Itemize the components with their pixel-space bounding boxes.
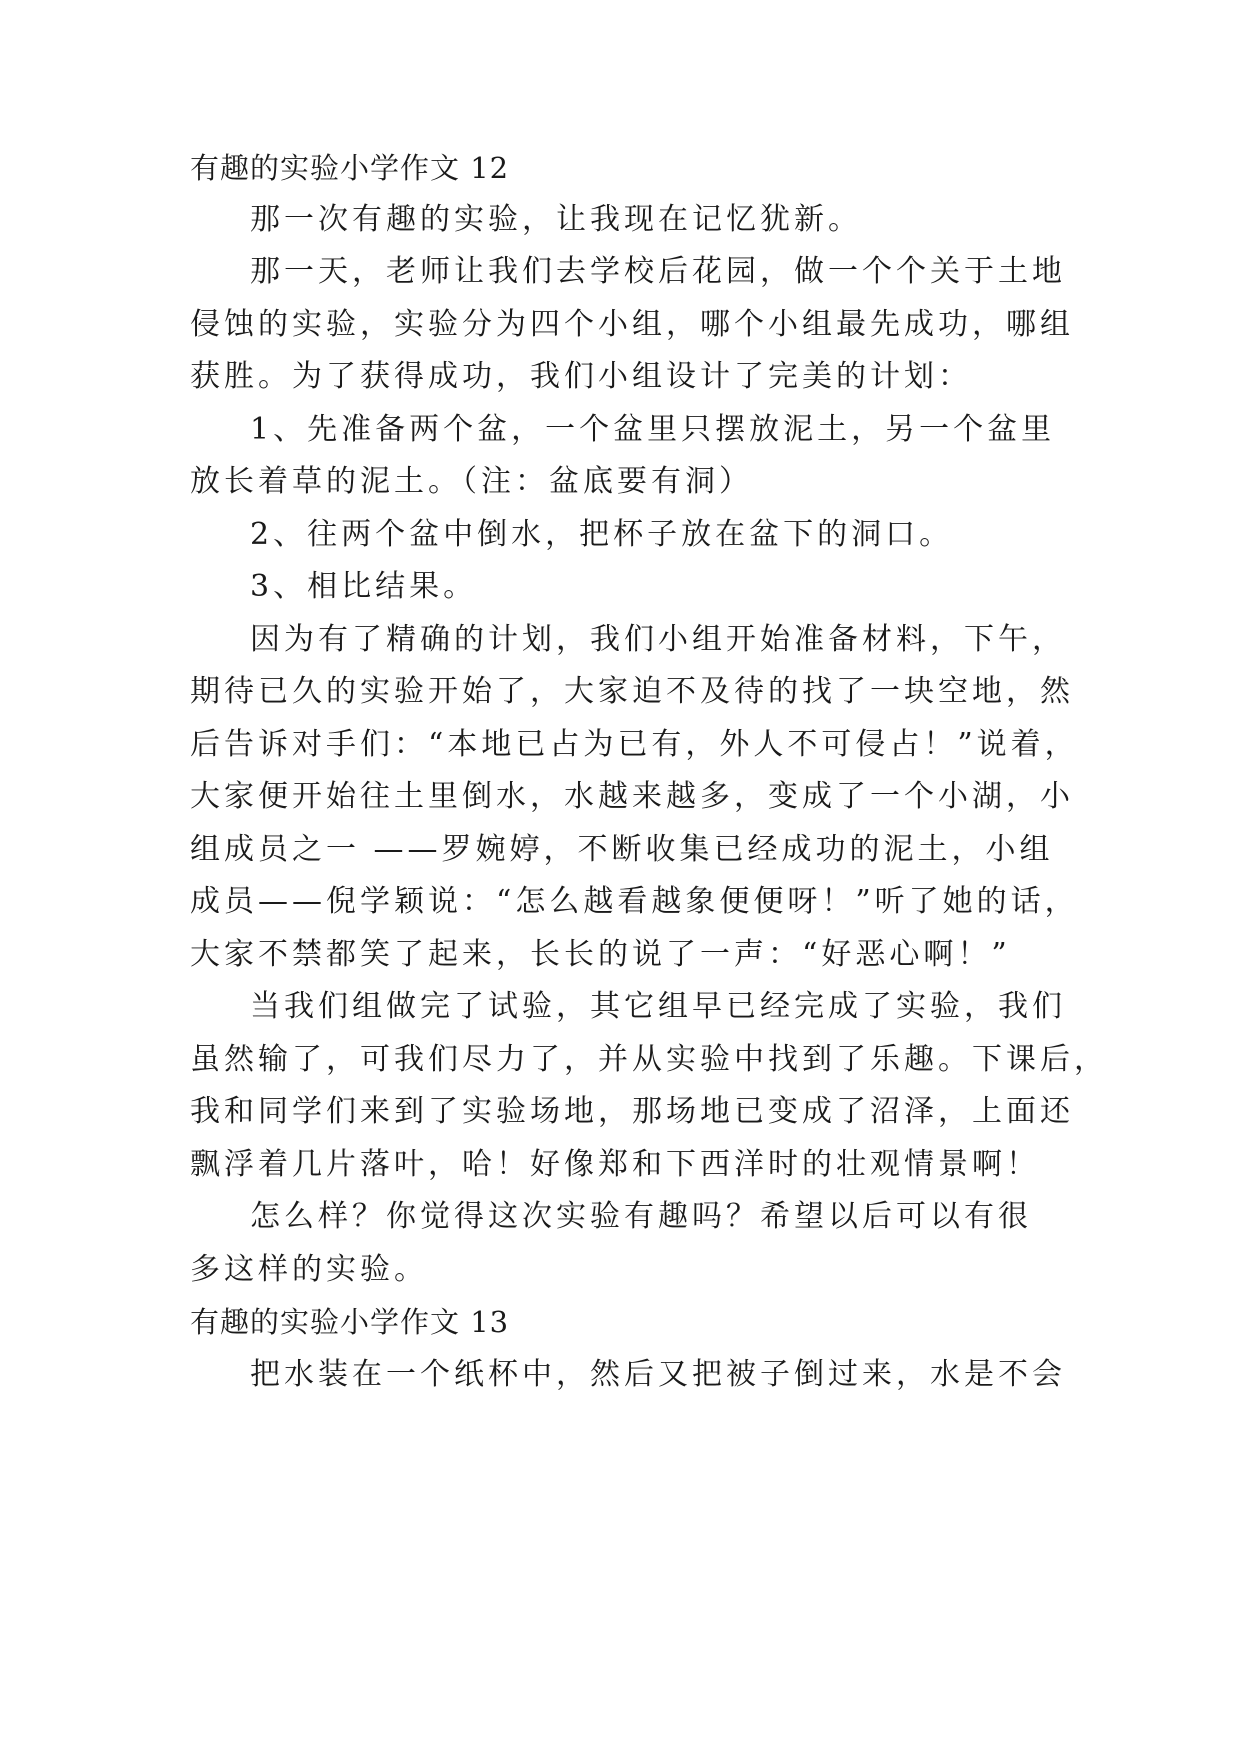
paragraph-line: 我和同学们来到了实验场地，那场地已变成了沼泽，上面还: [190, 1094, 1074, 1129]
paragraph-line: 怎么样？你觉得这次实验有趣吗？希望以后可以有很: [250, 1199, 1032, 1234]
paragraph-line: 组成员之一 ——罗婉婷，不断收集已经成功的泥土，小组: [190, 832, 1054, 867]
paragraph-line: 多这样的实验。: [190, 1252, 428, 1287]
paragraph-line: 大家便开始往土里倒水，水越来越多，变成了一个小湖，小: [190, 779, 1074, 814]
section-heading: 有趣的实验小学作文 12: [190, 151, 510, 185]
paragraph-line: 期待已久的实验开始了，大家迫不及待的找了一块空地，然: [190, 674, 1074, 709]
paragraph-line: 放长着草的泥土。（注：盆底要有洞）: [190, 464, 753, 499]
paragraph-line: 把水装在一个纸杯中，然后又把被子倒过来，水是不会: [250, 1357, 1066, 1392]
paragraph-line: 大家不禁都笑了起来，长长的说了一声：“好恶心啊！”: [190, 937, 1011, 972]
paragraph-line: 虽然输了，可我们尽力了，并从实验中找到了乐趣。下课后，: [190, 1042, 1108, 1077]
paragraph-line: 成员——倪学颖说：“怎么越看越象便便呀！”听了她的话，: [190, 884, 1079, 919]
paragraph-line: 飘浮着几片落叶，哈！好像郑和下西洋时的壮观情景啊！: [190, 1147, 1040, 1182]
paragraph-line: 那一天，老师让我们去学校后花园，做一个个关于土地: [250, 254, 1066, 289]
paragraph-line: 1、先准备两个盆，一个盆里只摆放泥土，另一个盆里: [250, 412, 1056, 447]
paragraph-line: 2、往两个盆中倒水，把杯子放在盆下的洞口。: [250, 517, 954, 552]
section-heading: 有趣的实验小学作文 13: [190, 1305, 510, 1339]
paragraph-line: 后告诉对手们：“本地已占为已有，外人不可侵占！”说着，: [190, 727, 1079, 762]
paragraph-line: 因为有了精确的计划，我们小组开始准备材料，下午，: [250, 622, 1066, 657]
paragraph-line: 3、相比结果。: [250, 569, 478, 604]
paragraph-line: 那一次有趣的实验，让我现在记忆犹新。: [250, 202, 862, 237]
paragraph-line: 侵蚀的实验，实验分为四个小组，哪个小组最先成功，哪组: [190, 307, 1074, 342]
paragraph-line: 获胜。为了获得成功，我们小组设计了完美的计划：: [190, 359, 972, 394]
paragraph-line: 当我们组做完了试验，其它组早已经完成了实验，我们: [250, 989, 1066, 1024]
